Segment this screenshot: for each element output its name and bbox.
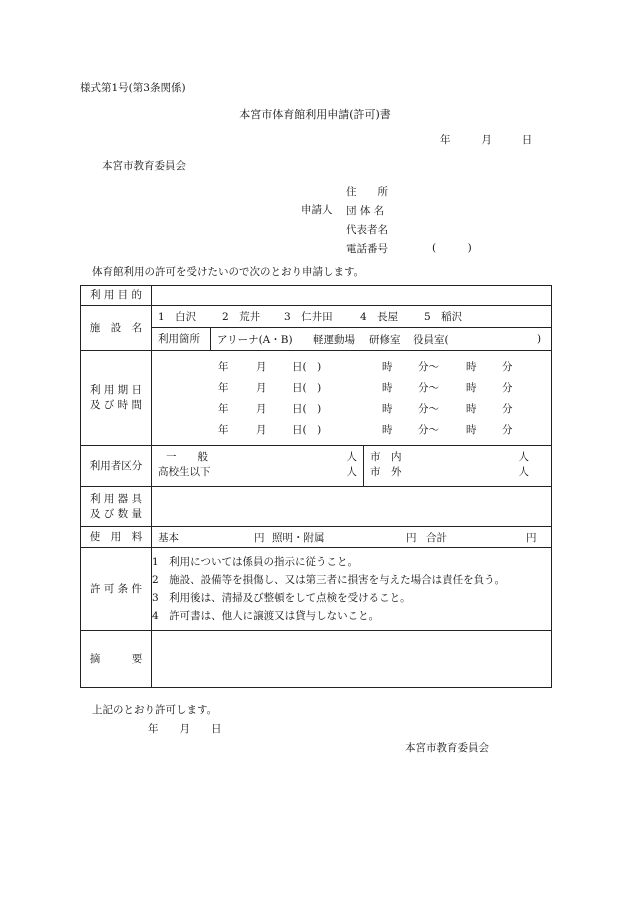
form-number: 様式第1号(第3条関係): [80, 82, 186, 94]
area-option-training-room[interactable]: 研修室: [369, 333, 401, 346]
minute-to-label: 分: [502, 361, 513, 373]
person-unit: 人: [518, 451, 529, 463]
year-label: 年: [218, 382, 229, 394]
facility-option[interactable]: 2 荒井: [222, 311, 261, 323]
area-option-officer-room[interactable]: 役員室(: [413, 333, 449, 346]
user-category-label: 利用者区分: [81, 446, 152, 487]
recipient: 本宮市教育委員会: [102, 160, 186, 172]
fee-fields[interactable]: [152, 527, 552, 548]
minute-from-label: 分〜: [418, 361, 439, 373]
condition-item: 1 利用については係員の指示に従うこと。: [152, 556, 358, 568]
area-options: [152, 328, 551, 350]
period-fields[interactable]: [152, 351, 552, 446]
month-label: 月: [481, 134, 492, 146]
hour-to-label: 時: [466, 424, 477, 436]
conditions-label: 許 可 条 件: [81, 548, 152, 631]
hour-to-label: 時: [466, 382, 477, 394]
period-row-4[interactable]: [152, 419, 551, 440]
day-label: 日( ): [292, 382, 322, 394]
hour-label: 時: [382, 424, 393, 436]
document-title: 本宮市体育館利用申請(許可)書: [239, 108, 391, 121]
facility-option[interactable]: 3 仁井田: [284, 311, 333, 323]
minute-from-label: 分〜: [418, 403, 439, 415]
year-label: 年: [440, 134, 451, 146]
year-label: 年: [218, 424, 229, 436]
facility-label: 施 設 名: [81, 306, 152, 351]
condition-item: 4 許可書は、他人に譲渡又は貸与しないこと。: [152, 610, 380, 622]
yen-unit: 円: [406, 531, 417, 544]
fee-base-label: 基本: [158, 531, 179, 544]
facility-options: [152, 306, 551, 328]
yen-unit: 円: [526, 531, 537, 544]
area-option-arena[interactable]: アリーナ(A・B): [217, 333, 293, 346]
user-category-row: [81, 446, 552, 487]
equipment-field[interactable]: [152, 487, 552, 527]
month-label: 月: [256, 361, 267, 373]
equipment-row: [81, 487, 552, 527]
hour-label: 時: [382, 361, 393, 373]
city-out-label: 市 外: [370, 466, 402, 478]
area-option-light-gym[interactable]: 軽運動場: [313, 333, 355, 346]
fee-light-label: 照明・附属: [272, 531, 325, 544]
month-label: 月: [256, 424, 267, 436]
general-label: 一 般: [166, 451, 208, 463]
address-label: 住 所: [346, 186, 388, 198]
application-date: [440, 132, 532, 147]
condition-item: 3 利用後は、清掃及び整頓をして点検を受けること。: [152, 592, 411, 604]
age-category[interactable]: [152, 446, 364, 486]
period-label-line1: 利 用 期 日: [89, 384, 142, 396]
period-row-2[interactable]: [152, 377, 551, 398]
facility-option[interactable]: 4 長屋: [360, 311, 399, 323]
phone-label: 電話番号: [346, 243, 388, 255]
fee-label: 使 用 料: [81, 527, 152, 548]
year-label: 年: [218, 361, 229, 373]
representative-label: 代表者名: [346, 224, 388, 236]
phone-field[interactable]: ( ): [432, 242, 472, 254]
day-label: 日( ): [292, 424, 322, 436]
minute-to-label: 分: [502, 424, 513, 436]
purpose-label: 利 用 目 的: [81, 286, 152, 306]
equipment-label-line1: 利 用 器 具: [89, 492, 142, 505]
city-in-label: 市 内: [370, 451, 402, 463]
minute-to-label: 分: [502, 403, 513, 415]
approval-date: 年 月 日: [148, 723, 222, 735]
year-label: 年: [218, 403, 229, 415]
person-unit: 人: [346, 466, 357, 478]
yen-unit: 円: [254, 531, 265, 544]
period-row-1[interactable]: [152, 356, 551, 377]
day-label: 日( ): [292, 403, 322, 415]
approval-note: 上記のとおり許可します。: [92, 704, 218, 716]
area-close-paren: ): [537, 333, 542, 345]
day-label: 日: [521, 134, 533, 146]
hour-to-label: 時: [466, 403, 477, 415]
application-table: [80, 285, 552, 688]
condition-item: 2 施設、設備等を損傷し、又は第三者に損害を与えた場合は責任を負う。: [152, 574, 506, 586]
conditions-list: [152, 548, 552, 631]
month-label: 月: [256, 382, 267, 394]
period-row: [81, 351, 552, 446]
day-label: 日( ): [292, 361, 322, 373]
applicant-tag: 申請人: [301, 204, 333, 216]
remarks-row: [81, 631, 552, 688]
intro-text: 体育館利用の許可を受けたいので次のとおり申請します。: [92, 266, 365, 278]
equipment-label: [81, 487, 152, 527]
purpose-field[interactable]: [152, 286, 552, 306]
hour-label: 時: [382, 382, 393, 394]
fee-row: [81, 527, 552, 548]
equipment-label-line2: 及 び 数 量: [89, 507, 142, 520]
period-label: [81, 351, 152, 446]
residence-category[interactable]: [364, 446, 551, 486]
minute-from-label: 分〜: [418, 424, 439, 436]
facility-option[interactable]: 1 白沢: [158, 311, 197, 323]
area-label: 利用箇所: [152, 328, 211, 350]
issuer: 本宮市教育委員会: [405, 742, 489, 754]
period-row-3[interactable]: [152, 398, 551, 419]
hour-to-label: 時: [466, 361, 477, 373]
facility-row: [81, 306, 552, 351]
purpose-row: [81, 286, 552, 306]
group-name-label: 団 体 名: [346, 205, 385, 217]
period-label-line2: 及 び 時 間: [89, 399, 142, 411]
person-unit: 人: [518, 466, 529, 478]
applicant-fields: [346, 183, 388, 259]
person-unit: 人: [346, 451, 357, 463]
remarks-field[interactable]: [152, 631, 552, 688]
remarks-label: 摘 要: [81, 631, 152, 688]
facility-option[interactable]: 5 稲沢: [424, 311, 463, 323]
minute-from-label: 分〜: [418, 382, 439, 394]
fee-total-label: 合計: [426, 531, 447, 544]
minute-to-label: 分: [502, 382, 513, 394]
conditions-row: [81, 548, 552, 631]
month-label: 月: [256, 403, 267, 415]
hour-label: 時: [382, 403, 393, 415]
student-label: 高校生以下: [158, 466, 211, 478]
